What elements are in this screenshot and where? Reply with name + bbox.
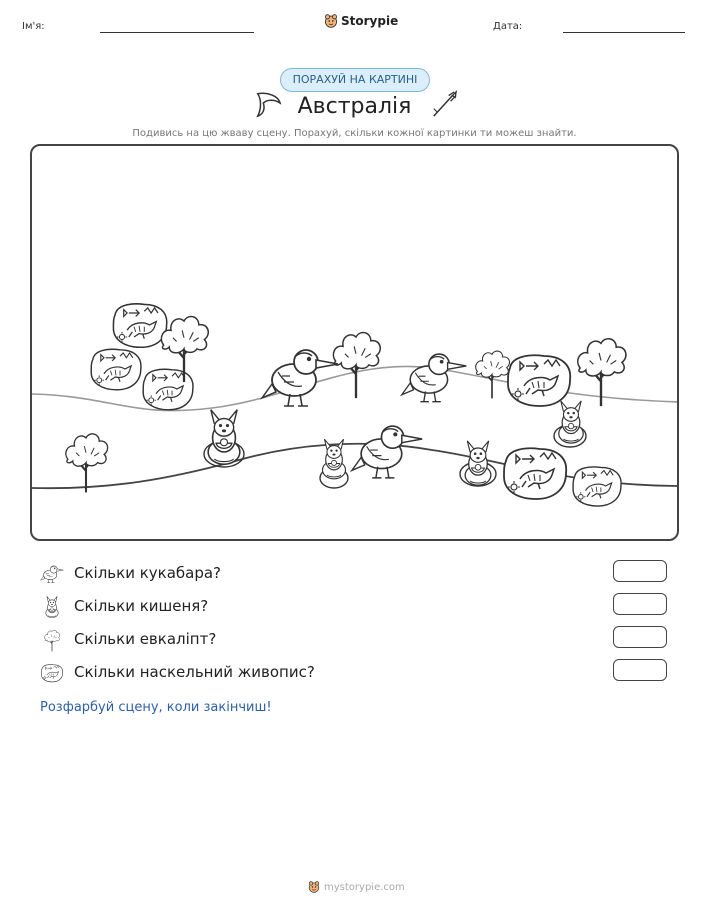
kookaburra-icon	[40, 562, 64, 586]
kangaroo-pouch-icon	[40, 595, 64, 619]
pouch-3	[465, 441, 491, 485]
spear-icon	[430, 90, 458, 118]
eucalyptus-5	[66, 434, 108, 493]
date-line[interactable]	[563, 32, 685, 33]
rock-painting-3	[143, 369, 193, 410]
rock-painting-1	[113, 304, 166, 347]
eucalyptus-4	[578, 339, 626, 406]
page-title: Австралія	[297, 94, 412, 119]
question-row-eucalyptus	[40, 626, 680, 652]
question-pouch: Скільки кишеня?	[74, 597, 209, 615]
rock-painting-2	[91, 349, 141, 390]
answer-box-pouch[interactable]	[613, 593, 667, 615]
rock-painting-4	[508, 355, 570, 406]
eucalyptus-icon	[40, 628, 64, 652]
question-rock-painting: Скільки наскельний живопис?	[74, 663, 315, 681]
scene-illustration	[32, 146, 679, 541]
rock-painting-5	[504, 448, 566, 499]
answer-box-kookaburra[interactable]	[613, 560, 667, 582]
question-eucalyptus: Скільки евкаліпт?	[74, 630, 217, 648]
answer-box-rock-painting[interactable]	[613, 659, 667, 681]
date-label: Дата:	[493, 21, 523, 32]
rock-painting-6	[573, 467, 621, 506]
name-label: Ім'я:	[22, 21, 45, 32]
eucalyptus-3	[476, 351, 510, 398]
counting-scene	[30, 144, 679, 541]
question-row-pouch	[40, 593, 680, 619]
kookaburra-2	[402, 354, 467, 402]
storypie-logo-icon	[324, 14, 338, 28]
eucalyptus-2	[333, 333, 380, 399]
rock-painting-icon	[40, 661, 64, 685]
question-row-kookaburra	[40, 560, 680, 586]
site-url: mystorypie.com	[324, 881, 405, 893]
footer-site	[308, 881, 405, 893]
brand-logo	[324, 14, 398, 28]
storypie-small-logo-icon	[308, 881, 320, 893]
brand-name: Storypie	[341, 14, 399, 28]
coloring-note: Розфарбуй сцену, коли закінчиш!	[40, 700, 272, 715]
answer-box-eucalyptus[interactable]	[613, 626, 667, 648]
pouch-1	[208, 410, 240, 465]
question-kookaburra: Скільки кукабара?	[74, 564, 222, 582]
instructions: Подивись на цю жваву сцену. Порахуй, скільки кожної картинки ти можеш знайти.	[132, 128, 577, 139]
name-line[interactable]	[100, 32, 254, 33]
pouch-4	[559, 401, 583, 443]
activity-badge: ПОРАХУЙ НА КАРТИНІ	[280, 68, 430, 92]
kookaburra-3	[352, 426, 422, 478]
kookaburra-1	[262, 350, 338, 406]
question-row-rock-painting	[40, 659, 680, 685]
pouch-2	[322, 439, 345, 479]
